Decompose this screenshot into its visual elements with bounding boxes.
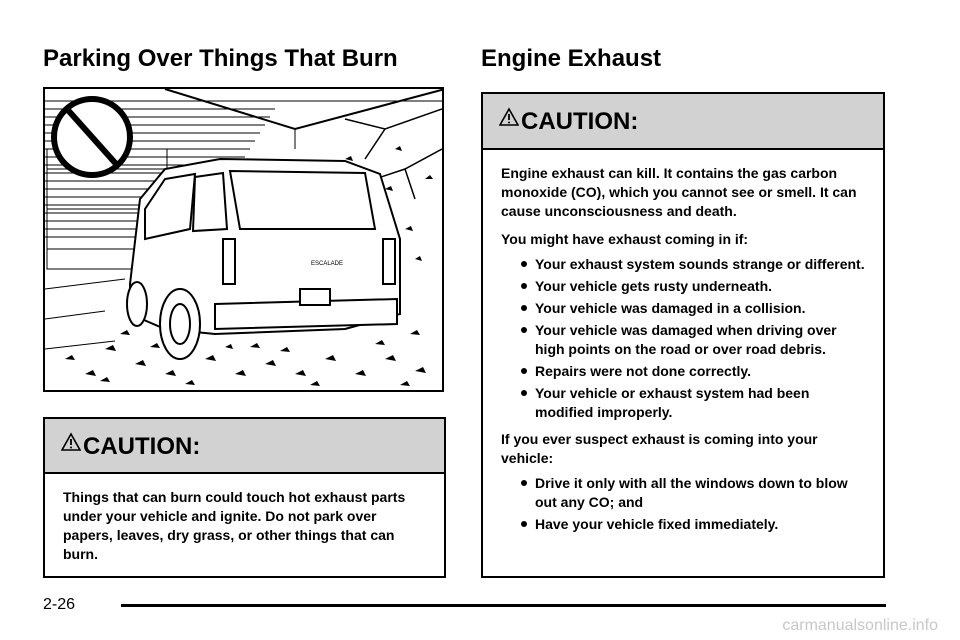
- caution-title: CAUTION:: [521, 108, 639, 135]
- list-item: [521, 474, 865, 512]
- list-item-text: Have your vehicle fixed immediately.: [535, 516, 779, 532]
- list-item-text: Drive it only with all the windows down to blow out any CO; and: [535, 475, 848, 510]
- section-heading-exhaust: Engine Exhaust: [481, 45, 662, 72]
- list-item-text: Your vehicle was damaged when driving over high points on the road or over road debris.: [535, 322, 837, 357]
- bullet-icon: [521, 305, 527, 311]
- caution-body: [45, 474, 444, 564]
- caution-text: Things that can burn could touch hot exhaust parts under your vehicle and ignite. Do not park over papers, leaves, dry grass, or other things that can burn.: [63, 489, 406, 562]
- list-item: [521, 515, 865, 534]
- page-number: 2-26: [43, 596, 76, 613]
- list-item-text: Your vehicle or exhaust system had been modified improperly.: [535, 385, 810, 420]
- bullet-icon: [521, 521, 527, 527]
- caution-header: [45, 419, 444, 474]
- caution-box-exhaust: [481, 92, 885, 578]
- caution-intro: Engine exhaust can kill. It contains the gas carbon monoxide (CO), which you cannot see or smell. It can cause unconsciousness and death.: [501, 165, 857, 219]
- list-item: [521, 362, 865, 381]
- exhaust-actions-list: [501, 474, 865, 534]
- bullet-icon: [521, 480, 527, 486]
- section-heading-parking: Parking Over Things That Burn: [43, 45, 398, 72]
- bullet-icon: [521, 283, 527, 289]
- bullet-icon: [521, 390, 527, 396]
- list-item-text: Your vehicle gets rusty underneath.: [535, 278, 773, 294]
- list-item-text: Your vehicle was damaged in a collision.: [535, 300, 806, 316]
- warning-triangle-icon: [61, 432, 81, 452]
- list-item: [521, 321, 865, 359]
- vehicle-badge: ESCALADE: [310, 261, 344, 267]
- watermark-text: carmanualsonline.info: [782, 617, 938, 634]
- bullet-icon: [521, 327, 527, 333]
- footer-rule: [121, 604, 886, 607]
- list-lead: You might have exhaust coming in if:: [501, 231, 749, 247]
- bullet-icon: [521, 368, 527, 374]
- prohibition-icon: [54, 99, 130, 175]
- warning-triangle-icon: [499, 107, 519, 127]
- vehicle-illustration: [45, 89, 442, 390]
- caution-header: [483, 94, 883, 150]
- list-item-text: Your exhaust system sounds strange or different.: [535, 256, 865, 272]
- list-item: [521, 299, 865, 318]
- bullet-icon: [521, 261, 527, 267]
- caution-box-parking: [43, 417, 446, 578]
- caution-title: CAUTION:: [83, 433, 201, 460]
- no-parking-over-leaves-illustration: [43, 87, 444, 392]
- list-item: [521, 384, 865, 422]
- list-item-text: Repairs were not done correctly.: [535, 363, 752, 379]
- list-lead: If you ever suspect exhaust is coming into your vehicle:: [501, 431, 818, 466]
- list-item: [521, 255, 865, 274]
- list-item: [521, 277, 865, 296]
- exhaust-signs-list: [501, 255, 865, 422]
- caution-body: [483, 150, 883, 534]
